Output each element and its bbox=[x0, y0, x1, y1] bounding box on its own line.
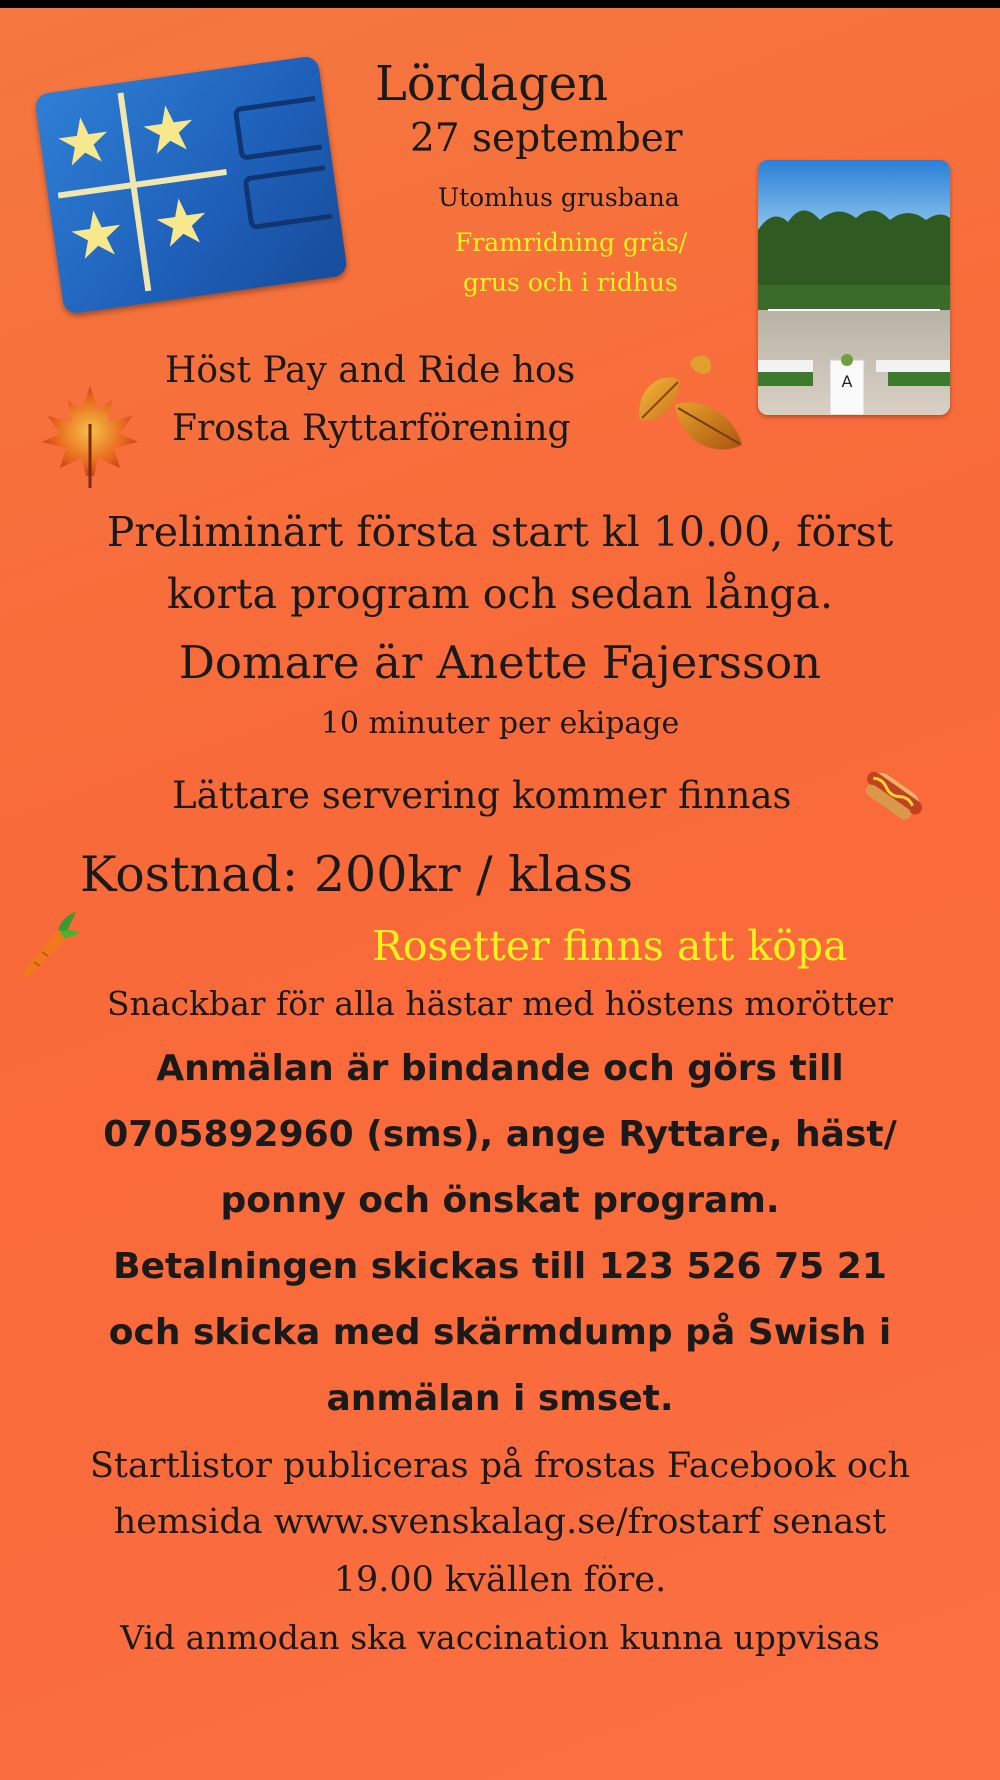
event-day: Lördagen bbox=[375, 56, 609, 112]
arena-photo bbox=[758, 160, 950, 415]
registration-line6: anmälan i smset. bbox=[326, 1378, 674, 1419]
footer-line2: hemsida www.svenskalag.se/frostarf senast bbox=[113, 1502, 887, 1542]
registration-line1: Anmälan är bindande och görs till bbox=[156, 1048, 844, 1089]
venue-text: Utomhus grusbana bbox=[438, 183, 680, 212]
event-title-line2: Frosta Ryttarförening bbox=[172, 408, 571, 449]
top-status-bar bbox=[0, 0, 1000, 8]
snackbar-text: Snackbar för alla hästar med höstens morötter bbox=[106, 984, 894, 1023]
food-text: Lättare servering kommer finnas bbox=[172, 774, 792, 817]
maple-leaf-icon bbox=[40, 384, 140, 494]
time-per-rider: 10 minuter per ekipage bbox=[320, 706, 680, 741]
warmup-text-line1: Framridning gräs/ bbox=[455, 228, 688, 257]
club-logo bbox=[34, 55, 348, 315]
schedule-line2: korta program och sedan långa. bbox=[166, 570, 833, 618]
cost-text: Kostnad: 200kr / klass bbox=[80, 846, 634, 903]
rosettes-text: Rosetter finns att köpa bbox=[372, 922, 848, 970]
footer-line4: Vid anmodan ska vaccination kunna uppvisas bbox=[120, 1618, 880, 1657]
footer-line3: 19.00 kvällen före. bbox=[333, 1560, 667, 1600]
arena-marker-letter: A bbox=[841, 372, 853, 391]
registration-line2: 0705892960 (sms), ange Ryttare, häst/ bbox=[103, 1114, 897, 1155]
registration-line3: ponny och önskat program. bbox=[220, 1180, 780, 1221]
star-icon: ★ bbox=[135, 89, 203, 172]
hotdog-icon bbox=[862, 764, 926, 828]
judge-text: Domare är Anette Fajersson bbox=[178, 636, 822, 689]
footer-line1: Startlistor publiceras på frostas Facebook och bbox=[89, 1446, 911, 1486]
event-date: 27 september bbox=[410, 116, 683, 161]
registration-line5: och skicka med skärmdump på Swish i bbox=[108, 1312, 892, 1353]
fallen-leaves-icon bbox=[630, 350, 745, 466]
registration-line4: Betalningen skickas till 123 526 75 21 bbox=[113, 1246, 887, 1287]
warmup-text-line2: grus och i ridhus bbox=[463, 268, 678, 297]
star-icon: ★ bbox=[63, 194, 131, 277]
logo-slot bbox=[233, 96, 323, 161]
carrot-icon bbox=[14, 908, 82, 984]
star-icon: ★ bbox=[50, 101, 118, 184]
star-icon: ★ bbox=[148, 182, 216, 265]
schedule-line1: Preliminärt första start kl 10.00, först bbox=[106, 508, 894, 556]
logo-slot bbox=[242, 165, 332, 230]
event-title-line1: Höst Pay and Ride hos bbox=[165, 350, 576, 391]
